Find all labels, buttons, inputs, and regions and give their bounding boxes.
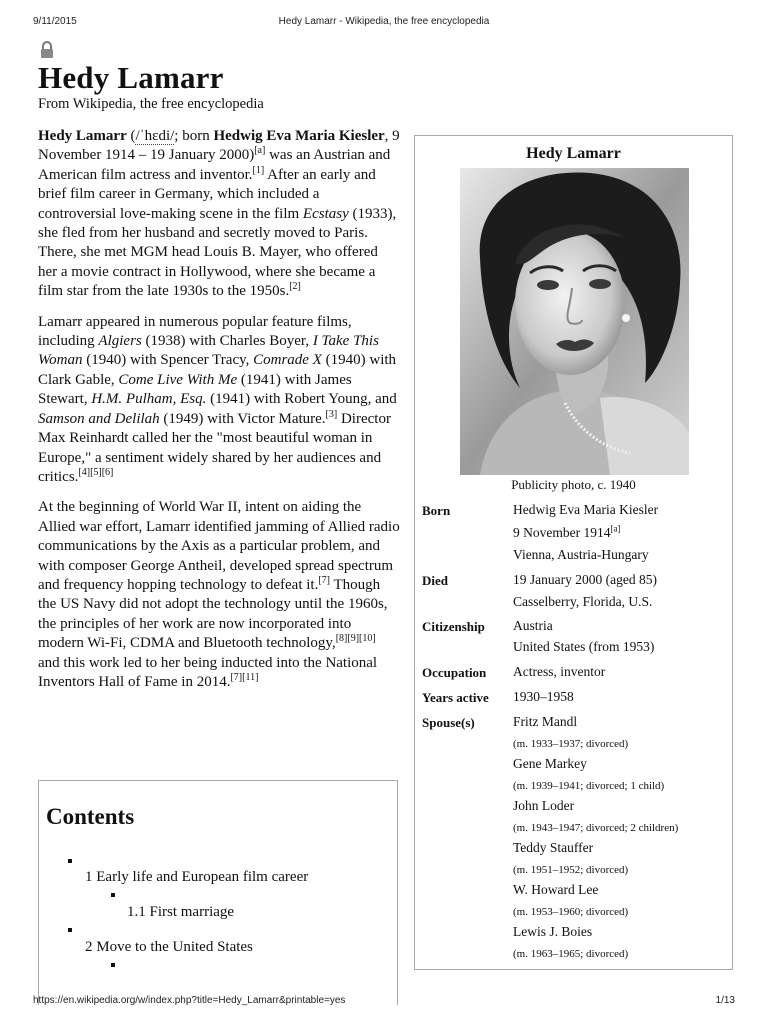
text-run: Director Max Reinhardt called her the "most beautiful woman in Europe," a sentiment widely shared by her audiences and critics. <box>38 410 391 485</box>
years-active-value: 1930–1958 <box>513 689 574 704</box>
spouse-name[interactable]: Fritz Mandl <box>513 714 578 729</box>
text-run: After an early and brief film career in Germany, which included a controversial love-making scene in the film <box>38 166 376 222</box>
text-run: (1940) with Spencer Tracy, <box>82 352 254 369</box>
text-run: (1933), she fled from her husband and secretly moved to Paris. There, she met MGM head Louis B. Mayer, who offered her a movie contract in Hollywood, where she became a film star from the late 1930s to the 1950s. <box>38 205 397 300</box>
contents-heading: Contents <box>46 804 135 829</box>
photo-caption: Publicity photo, c. 1940 <box>511 477 636 492</box>
text-run: (1941) with Robert Young, and <box>206 391 397 408</box>
born-date <box>513 525 620 541</box>
spouse-name[interactable]: Teddy Stauffer <box>513 840 594 855</box>
born-label: Born <box>422 503 451 518</box>
text-run: ; born <box>174 128 214 144</box>
film-link[interactable]: Samson and Delilah <box>38 410 160 427</box>
born-date-text: 9 November 1914 <box>513 525 611 540</box>
print-url: https://en.wikipedia.org/w/index.php?title=Hedy_Lamarr&printable=yes <box>33 995 346 1006</box>
spouse-name[interactable]: Lewis J. Boies <box>513 924 593 939</box>
spouse-detail: (m. 1951–1952; divorced) <box>513 864 629 876</box>
ref-link[interactable]: [2] <box>289 281 301 293</box>
lock-icon <box>39 41 55 59</box>
spouses-label: Spouse(s) <box>422 715 475 730</box>
ref-link[interactable]: [3] <box>325 408 338 420</box>
text-run: (1941) with James Stewart, <box>38 371 352 408</box>
toc-item-1[interactable]: 1 Early life and European film career <box>85 869 309 885</box>
infobox-title: Hedy Lamarr <box>526 145 621 162</box>
print-header <box>33 16 735 30</box>
film-link[interactable]: Ecstasy <box>302 205 349 222</box>
article-body <box>38 127 400 703</box>
occupation-value: Actress, inventor <box>513 664 606 679</box>
ipa-link[interactable]: /ˈhɛdi/ <box>135 128 175 144</box>
toc-item-2[interactable]: 2 Move to the United States <box>85 939 253 955</box>
text-run: (1949) with Victor Mature. <box>159 410 326 427</box>
citizenship-label: Citizenship <box>422 619 485 634</box>
ref-link[interactable]: [8][9][10] <box>335 633 376 645</box>
print-title: Hedy Lamarr - Wikipedia, the free encyclopedia <box>278 16 490 27</box>
print-footer <box>33 995 735 1009</box>
ref-link[interactable]: [1] <box>252 164 265 176</box>
citizenship-value-2[interactable]: United States (from 1953) <box>513 639 655 654</box>
film-link[interactable]: I Take This Woman <box>38 333 379 369</box>
spouse-name[interactable]: W. Howard Lee <box>513 882 599 897</box>
text-run: ( <box>126 128 136 144</box>
text-run: and this work led to her being inducted into the National Inventors Hall of Fame in 2014. <box>38 654 378 690</box>
toc-bullet <box>111 893 115 897</box>
spouse-detail: (m. 1963–1965; divorced) <box>513 948 629 960</box>
intro-paragraph-3 <box>38 498 400 692</box>
ref-link[interactable]: [7][11] <box>230 671 259 683</box>
page-title: Hedy Lamarr <box>38 60 224 95</box>
toc-bullet <box>111 963 115 967</box>
page-tagline: From Wikipedia, the free encyclopedia <box>38 96 264 112</box>
film-link[interactable]: Algiers <box>98 333 142 350</box>
text-run: was an Austrian and American film actress and inventor. <box>38 147 391 183</box>
table-of-contents <box>38 780 398 1005</box>
spouse-detail: (m. 1953–1960; divorced) <box>513 906 629 918</box>
toc-bullet <box>68 928 72 932</box>
film-link[interactable]: H.M. Pulham, Esq. <box>91 391 207 408</box>
text-run: Though the US Navy did not adopt the technology until the 1960s, the principles of her work are now incorporated into modern Wi-Fi, CDMA and Bluetooth technology, <box>38 576 388 652</box>
toc-bullet <box>68 859 72 863</box>
text-run: (1938) with Charles Boyer, <box>141 333 313 350</box>
text-run: , 9 November 1914 – 19 January 2000) <box>38 128 400 164</box>
died-date: 19 January 2000 (aged 85) <box>513 572 657 587</box>
print-date: 9/11/2015 <box>33 16 77 27</box>
text-run: At the beginning of World War II, intent on aiding the Allied war effort, Lamarr identified jamming of Allied radio communications by the Axis as a particular problem, and with composer George Antheil, developed spread spectrum and frequency hopping technology to defeat it. <box>38 499 400 593</box>
page-number: 1/13 <box>715 995 735 1006</box>
occupation-label: Occupation <box>422 665 487 680</box>
toc-item-1-1[interactable]: 1.1 First marriage <box>127 904 235 920</box>
birth-name: Hedwig Eva Maria Kiesler <box>213 128 385 144</box>
intro-paragraph-2 <box>38 313 400 488</box>
born-name: Hedwig Eva Maria Kiesler <box>513 502 659 517</box>
text-run: Lamarr appeared in numerous popular feature films, including <box>38 313 352 350</box>
ref-link[interactable]: [4][5][6] <box>78 466 114 478</box>
ref-link[interactable]: [a] <box>254 145 266 157</box>
intro-paragraph-1 <box>38 127 400 302</box>
citizenship-value-1[interactable]: Austria <box>513 618 553 633</box>
film-link[interactable]: Comrade X <box>253 352 322 369</box>
film-link[interactable]: Come Live With Me <box>118 371 238 388</box>
spouse-name[interactable]: John Loder <box>513 798 575 813</box>
died-label: Died <box>422 573 448 588</box>
portrait-photo[interactable] <box>460 168 689 475</box>
ref-link[interactable]: [a] <box>610 523 621 534</box>
infobox <box>414 135 733 970</box>
spouse-detail: (m. 1933–1937; divorced) <box>513 738 629 750</box>
spouse-detail: (m. 1939–1941; divorced; 1 child) <box>513 780 665 792</box>
born-place[interactable]: Vienna, Austria-Hungary <box>513 547 649 562</box>
subject-name: Hedy Lamarr <box>38 128 127 144</box>
ref-link[interactable]: [7] <box>318 574 330 586</box>
spouse-name[interactable]: Gene Markey <box>513 756 587 771</box>
text-run: (1940) with Clark Gable, <box>38 352 397 388</box>
died-place[interactable]: Casselberry, Florida, U.S. <box>513 594 653 609</box>
spouse-detail: (m. 1943–1947; divorced; 2 children) <box>513 822 679 834</box>
years-active-label: Years active <box>422 690 489 705</box>
